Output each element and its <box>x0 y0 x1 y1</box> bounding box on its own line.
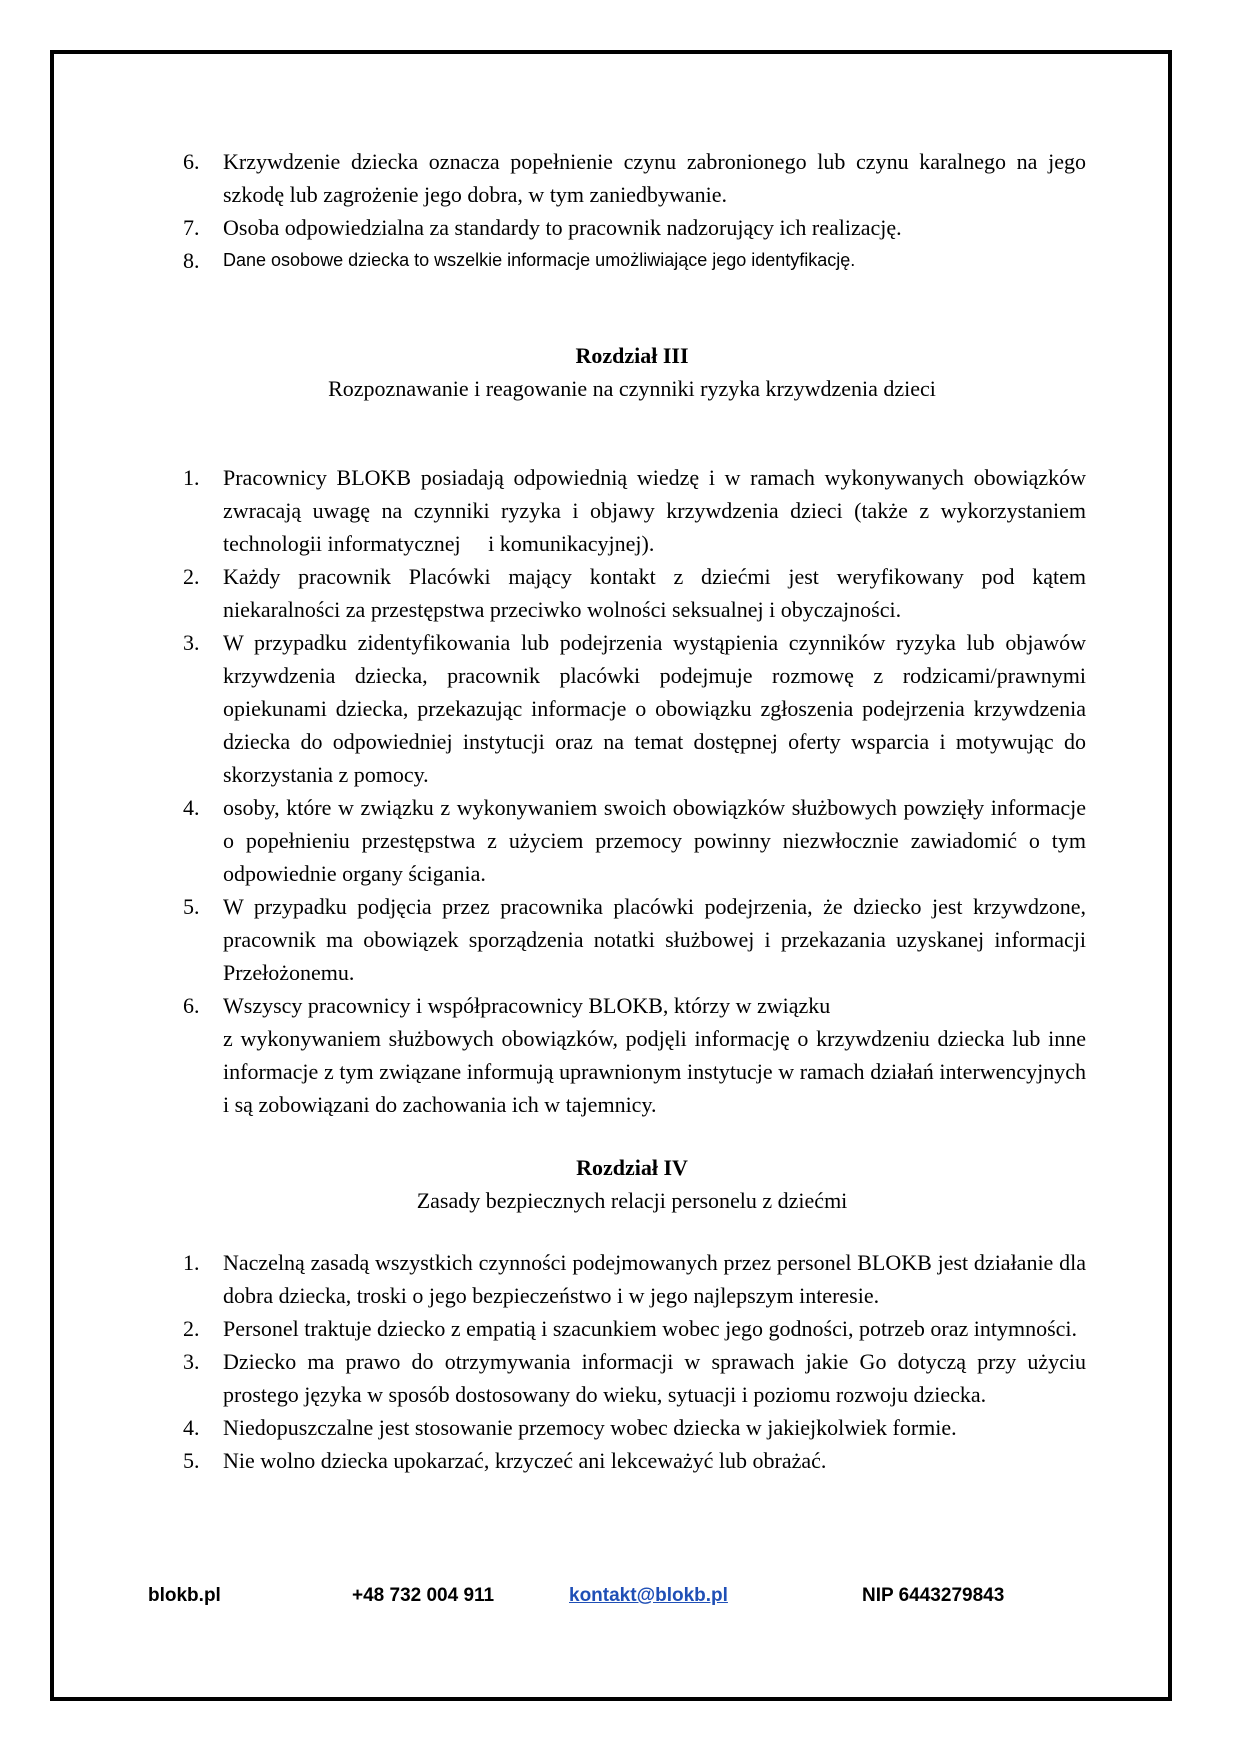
list-number: 6. <box>183 149 200 174</box>
chapter-heading: Rozdział III <box>575 343 689 368</box>
chapter-3-header <box>178 339 1086 405</box>
list-number: 2. <box>183 564 200 589</box>
chapter-heading: Rozdział IV <box>576 1155 688 1180</box>
list-number: 4. <box>183 1415 200 1440</box>
list-item <box>178 890 1086 989</box>
list-text: Dziecko ma prawo do otrzymywania informacji w sprawach jakie Go dotyczą przy użyciu prostego języka w sposób dostosowany do wieku, sytuacji i poziomu rozwoju dziecka. <box>223 1349 1086 1407</box>
list-number: 2. <box>183 1316 200 1341</box>
chapter-4-list <box>178 1246 1086 1477</box>
list-text: Osoba odpowiedzialna za standardy to pracownik nadzorujący ich realizację. <box>223 215 902 240</box>
chapter-subtitle: Zasady bezpiecznych relacji personelu z dziećmi <box>416 1188 848 1213</box>
definitions-list <box>178 145 1086 277</box>
list-number: 5. <box>183 894 200 919</box>
list-text: Pracownicy BLOKB posiadają odpowiednią wiedzę i w ramach wykonywanych obowiązków zwracają uwagę na czynniki ryzyka i objawy krzywdzenia dzieci (także z wykorzystaniem technologii informatycznej i komunikacyjnej). <box>223 465 1092 556</box>
list-number: 1. <box>183 1250 200 1275</box>
list-text: osoby, które w związku z wykonywaniem swoich obowiązków służbowych powzięły informacje o popełnieniu przestępstwa z użyciem przemocy powinny niezwłocznie zawiadomić o tym odpowiednie organy ścigania. <box>223 795 1086 886</box>
list-text: Personel traktuje dziecko z empatią i szacunkiem wobec jego godności, potrzeb oraz intymności. <box>223 1316 1078 1341</box>
list-item <box>178 1345 1086 1411</box>
footer-website[interactable]: blokb.pl <box>148 1585 221 1606</box>
list-item <box>178 626 1086 791</box>
list-item <box>178 244 1086 277</box>
list-item <box>178 989 1086 1121</box>
list-text: Nie wolno dziecka upokarzać, krzyczeć ani lekceważyć lub obrażać. <box>223 1448 827 1473</box>
list-text: Niedopuszczalne jest stosowanie przemocy wobec dziecka w jakiejkolwiek formie. <box>223 1415 957 1440</box>
list-item <box>178 211 1086 244</box>
list-number: 6. <box>183 993 200 1018</box>
chapter-3-list <box>178 461 1092 1121</box>
chapter-4-header <box>178 1151 1086 1217</box>
list-number: 1. <box>183 465 200 490</box>
page-footer <box>0 1585 1241 1621</box>
list-item <box>178 791 1086 890</box>
footer-phone: +48 732 004 911 <box>352 1585 495 1606</box>
list-text: Każdy pracownik Placówki mający kontakt z dziećmi jest weryfikowany pod kątem niekaralności za przestępstwa przeciwko wolności seksualnej i obyczajności. <box>223 564 1086 622</box>
footer-nip: NIP 6443279843 <box>862 1585 1005 1606</box>
list-number: 7. <box>183 215 200 240</box>
list-number: 3. <box>183 1349 200 1374</box>
list-item <box>178 560 1086 626</box>
list-item <box>178 1411 1086 1444</box>
list-text: Dane osobowe dziecka to wszelkie informacje umożliwiające jego identyfikację. <box>223 250 856 270</box>
list-text: W przypadku podjęcia przez pracownika placówki podejrzenia, że dziecko jest krzywdzone, pracownik ma obowiązek sporządzenia notatki służbowej i przekazania uzyskanej informacji Przełożonemu. <box>223 894 1086 985</box>
list-item <box>178 461 1092 560</box>
list-item <box>178 1312 1086 1345</box>
list-item <box>178 1444 1086 1477</box>
chapter-subtitle: Rozpoznawanie i reagowanie na czynniki ryzyka krzywdzenia dzieci <box>328 376 936 401</box>
list-number: 3. <box>183 630 200 655</box>
list-number: 5. <box>183 1448 200 1473</box>
list-item <box>178 1246 1086 1312</box>
list-text: z wykonywaniem służbowych obowiązków, podjęli informację o krzywdzeniu dziecka lub inne informacje z tym związane informują uprawnionym instytucje w ramach działań interwencyjnych i są zobowiązani do zachowania ich w tajemnicy. <box>223 1026 1086 1117</box>
document-body <box>178 145 1092 1477</box>
footer-email-link[interactable]: kontakt@blokb.pl <box>569 1585 728 1606</box>
list-number: 4. <box>183 795 200 820</box>
list-text-line1: Wszyscy pracownicy i współpracownicy BLOKB, którzy w związku <box>223 993 831 1018</box>
list-text: Krzywdzenie dziecka oznacza popełnienie czynu zabronionego lub czynu karalnego na jego szkodę lub zagrożenie jego dobra, w tym zaniedbywanie. <box>223 149 1086 207</box>
list-text: W przypadku zidentyfikowania lub podejrzenia wystąpienia czynników ryzyka lub objawów krzywdzenia dziecka, pracownik placówki podejmuje rozmowę z rodzicami/prawnymi opiekunami dziecka, przekazując informacje o obowiązku zgłoszenia podejrzenia krzywdzenia dziecka do odpowiedniej instytucji oraz na temat dostępnej oferty wsparcia i motywując do skorzystania z pomocy. <box>223 630 1086 787</box>
list-number: 8. <box>183 248 200 273</box>
list-item <box>178 145 1086 211</box>
list-text: Naczelną zasadą wszystkich czynności podejmowanych przez personel BLOKB jest działanie dla dobra dziecka, troski o jego bezpieczeństwo i w jego najlepszym interesie. <box>223 1250 1086 1308</box>
